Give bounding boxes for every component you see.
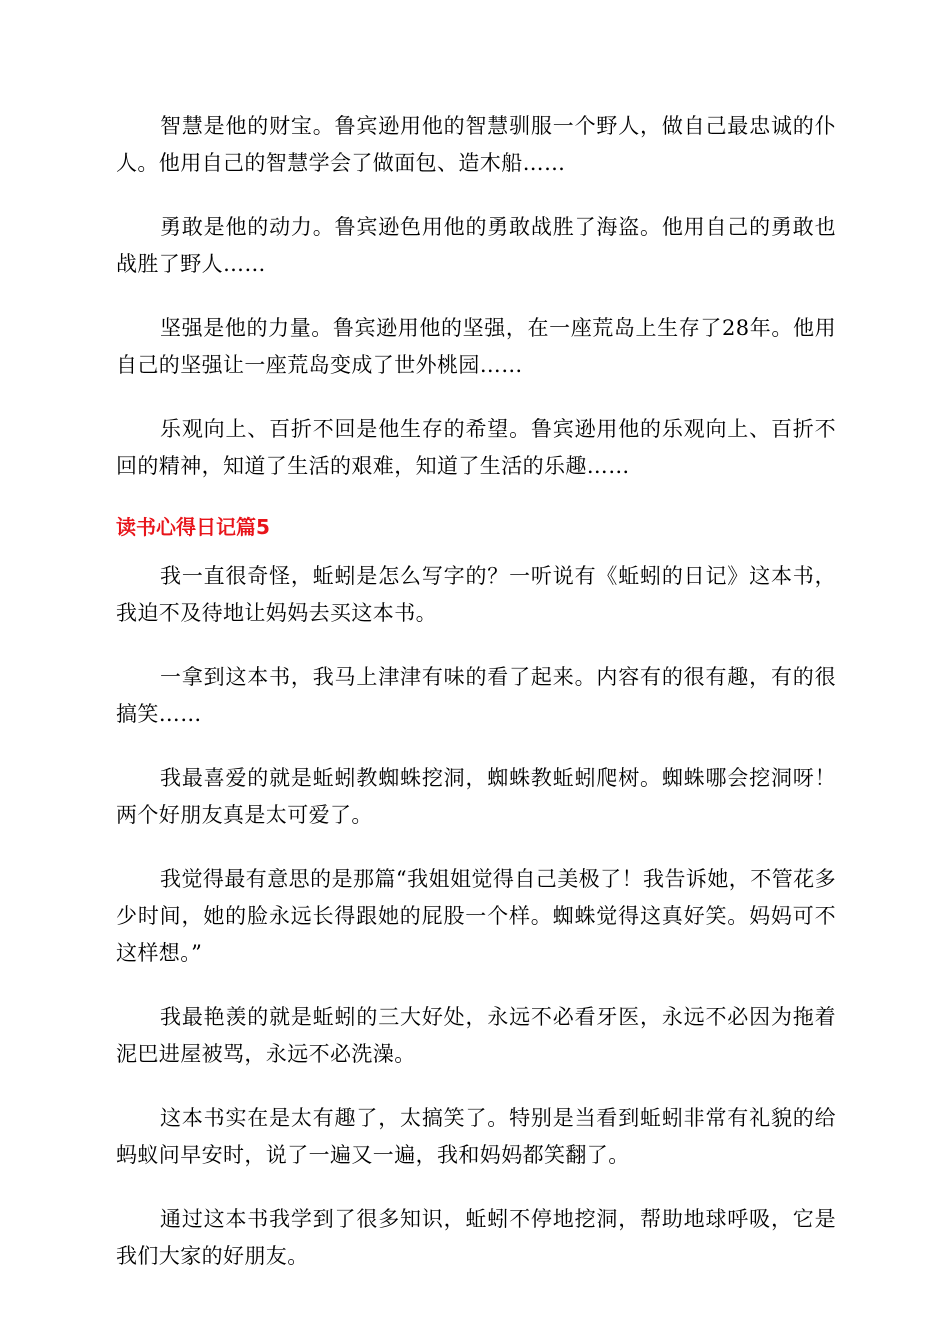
paragraph-optimism: 乐观向上、百折不回是他生存的希望。鲁宾逊用他的乐观向上、百折不回的精神，知道了生活的艰难，知道了生活的乐趣…… [116, 417, 836, 478]
paragraph-wisdom: 智慧是他的财宝。鲁宾逊用他的智慧驯服一个野人，做自己最忠诚的仆人。他用自己的智慧学会了做面包、造木船…… [116, 114, 836, 175]
paragraph-strength: 坚强是他的力量。鲁宾逊用他的坚强，在一座荒岛上生存了28年。他用自己的坚强让一座荒岛变成了世外桃园…… [116, 316, 836, 377]
paragraph-funniest: 我觉得最有意思的是那篇“我姐姐觉得自己美极了！我告诉她，不管花多少时间，她的脸永远长得跟她的屁股一个样。蜘蛛觉得这真好笑。妈妈可不这样想。” [116, 867, 836, 965]
paragraph-envy: 我最艳羡的就是蚯蚓的三大好处，永远不必看牙医，永远不必因为拖着泥巴进屋被骂，永远不必洗澡。 [116, 1005, 836, 1066]
paragraph-fun: 这本书实在是太有趣了，太搞笑了。特别是当看到蚯蚓非常有礼貌的给蚂蚁问早安时，说了一遍又一遍，我和妈妈都笑翻了。 [116, 1106, 836, 1167]
paragraph-reading: 一拿到这本书，我马上津津有味的看了起来。内容有的很有趣，有的很搞笑…… [116, 665, 836, 726]
paragraph-favorite: 我最喜爱的就是蚯蚓教蜘蛛挖洞，蜘蛛教蚯蚓爬树。蜘蛛哪会挖洞呀！两个好朋友真是太可爱了。 [116, 766, 836, 827]
paragraph-curiosity: 我一直很奇怪，蚯蚓是怎么写字的？一听说有《蚯蚓的日记》这本书，我迫不及待地让妈妈去买这本书。 [116, 564, 836, 625]
section-heading: 读书心得日记篇5 [116, 515, 270, 539]
document-page [116, 108, 836, 1302]
paragraph-courage: 勇敢是他的动力。鲁宾逊色用他的勇敢战胜了海盗。他用自己的勇敢也战胜了野人…… [116, 215, 836, 276]
paragraph-knowledge: 通过这本书我学到了很多知识，蚯蚓不停地挖洞，帮助地球呼吸，它是我们大家的好朋友。 [116, 1207, 836, 1268]
